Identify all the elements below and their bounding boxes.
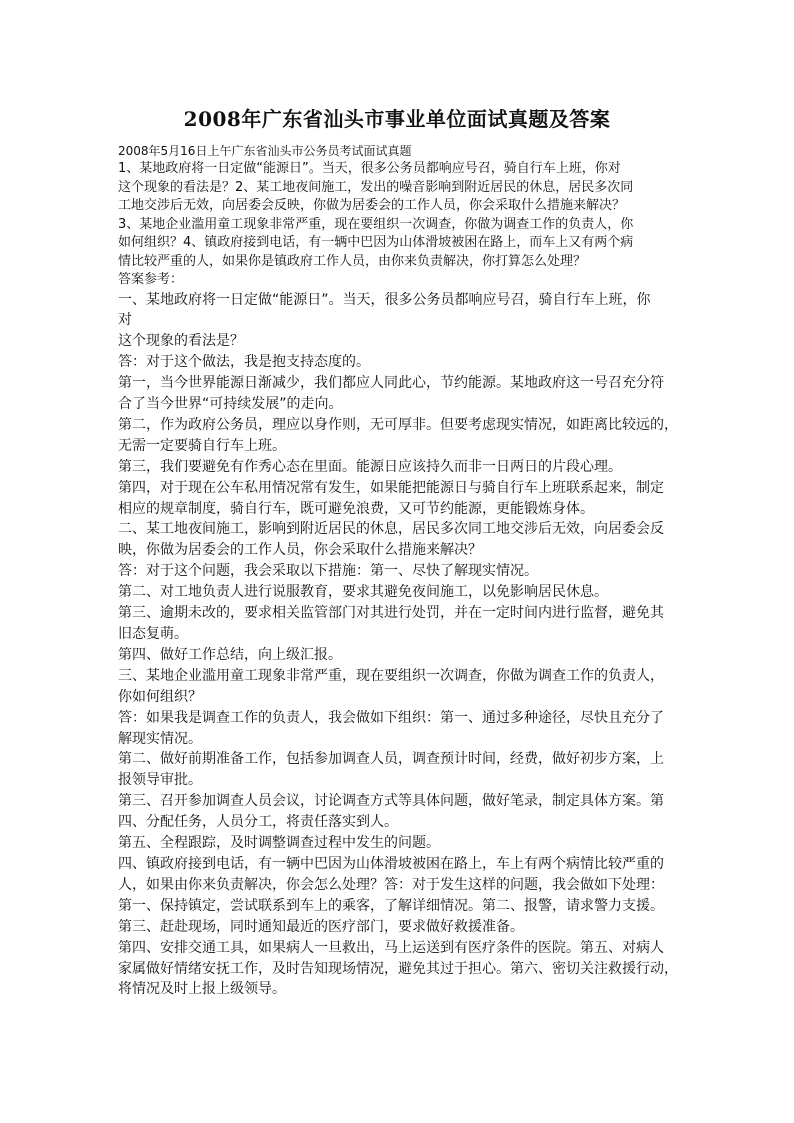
answer-line: 第四、安排交通工具，如果病人一旦救出，马上运送到有医疗条件的医院。第五、对病人 <box>118 939 664 956</box>
answer-line: 解现实情况。 <box>118 730 202 747</box>
question-line: 如何组织？4、镇政府接到电话，有一辆中巴因为山体滑坡被困在路上，而车上又有两个病 <box>118 235 634 250</box>
answer-line: 第三，我们要避免有作秀心态在里面。能源日应该持久而非一日两日的片段心理。 <box>118 458 622 475</box>
answer-line: 第一，当今世界能源日渐减少，我们都应人同此心，节约能源。某地政府这一号召充分符 <box>118 375 664 392</box>
answer-line: 对 <box>118 312 132 329</box>
answer-line: 第三、逾期未改的，要求相关监管部门对其进行处罚，并在一定时间内进行监督，避免其 <box>118 605 664 622</box>
answer-line: 三、某地企业滥用童工现象非常严重，现在要组织一次调查，你做为调查工作的负责人， <box>118 667 664 684</box>
answer-line: 答：对于这个问题，我会采取以下措施：第一、尽快了解现实情况。 <box>118 563 538 580</box>
answer-line: 第三、召开参加调查人员会议，讨论调查方式等具体问题，做好笔录，制定具体方案。第 <box>118 793 664 810</box>
question-line: 工地交涉后无效，向居委会反映，你做为居委会的工作人员，你会采取什么措施来解决？ <box>118 198 626 213</box>
answer-reference-heading: 答案参考： <box>118 272 184 287</box>
question-line: 这个现象的看法是？2、某工地夜间施工，发出的噪音影响到附近居民的休息，居民多次同 <box>118 179 634 195</box>
answer-line: 这个现象的看法是？ <box>118 333 244 350</box>
answer-line: 第四，对于现在公车私用情况常有发生，如果能把能源日与骑自行车上班联系起来，制定 <box>118 479 664 496</box>
answer-line: 第二、做好前期准备工作，包括参加调查人员，调查预计时间，经费，做好初步方案，上 <box>118 751 664 768</box>
question-line: 情比较严重的人，如果你是镇政府工作人员，由你来负责解决，你打算怎么处理？ <box>118 253 587 269</box>
answer-line: 第一、保持镇定，尝试联系到车上的乘客，了解详细情况。第二、报警，请求警力支援。 <box>118 897 664 914</box>
answer-line: 四、分配任务，人员分工，将责任落实到人。 <box>118 814 398 831</box>
answer-line: 家属做好情绪安抚工作，及时告知现场情况，避免其过于担心。第六、密切关注救援行动， <box>118 960 678 977</box>
answer-line: 合了当今世界“可持续发展”的走向。 <box>118 396 343 413</box>
answer-line: 答：对于这个做法，我是抱支持态度的。 <box>118 354 370 371</box>
answer-line: 二、某工地夜间施工，影响到附近居民的休息，居民多次同工地交涉后无效，向居委会反 <box>118 521 664 538</box>
question-line: 3、某地企业滥用童工现象非常严重，现在要组织一次调查，你做为调查工作的负责人，你 <box>118 216 634 232</box>
answer-line: 四、镇政府接到电话，有一辆中巴因为山体滑坡被困在路上，车上有两个病情比较严重的 <box>118 855 664 872</box>
document-body <box>118 160 678 1000</box>
answer-line: 相应的规章制度，骑自行车，既可避免浪费，又可节约能源，更能锻炼身体。 <box>118 500 594 517</box>
answer-line: 答：如果我是调查工作的负责人，我会做如下组织：第一、通过多种途径，尽快且充分了 <box>118 709 664 726</box>
answer-line: 第二，作为政府公务员，理应以身作则，无可厚非。但要考虑现实情况，如距离比较远的， <box>118 416 678 433</box>
question-line: 1、某地政府将一日定做“能源日”。当天，很多公务员都响应号召，骑自行车上班，你对 <box>118 161 621 176</box>
answer-line: 第四、做好工作总结，向上级汇报。 <box>118 646 342 663</box>
answer-line: 旧态复萌。 <box>118 626 188 642</box>
document-subtitle: 2008年5月16日上午广东省汕头市公务员考试面试真题 <box>118 144 412 158</box>
answer-line: 将情况及时上报上级领导。 <box>118 981 286 998</box>
answer-line: 第三、赶赴现场，同时通知最近的医疗部门，要求做好救援准备。 <box>118 918 524 935</box>
document-title: 2008年广东省汕头市事业单位面试真题及答案 <box>183 107 611 131</box>
answer-line: 一、某地政府将一日定做“能源日”。当天，很多公务员都响应号召，骑自行车上班，你 <box>118 291 651 308</box>
answer-line: 人，如果由你来负责解决，你会怎么处理？答：对于发生这样的问题，我会做如下处理： <box>118 876 664 893</box>
answer-line: 第二、对工地负责人进行说服教育，要求其避免夜间施工，以免影响居民休息。 <box>118 584 608 601</box>
answer-line: 你如何组织？ <box>118 688 202 705</box>
answer-line: 第五、全程跟踪，及时调整调查过程中发生的问题。 <box>118 835 440 852</box>
answer-line: 无需一定要骑自行车上班。 <box>118 437 286 454</box>
answer-line: 映，你做为居委会的工作人员，你会采取什么措施来解决？ <box>118 542 482 559</box>
answer-line: 报领导审批。 <box>118 772 202 789</box>
